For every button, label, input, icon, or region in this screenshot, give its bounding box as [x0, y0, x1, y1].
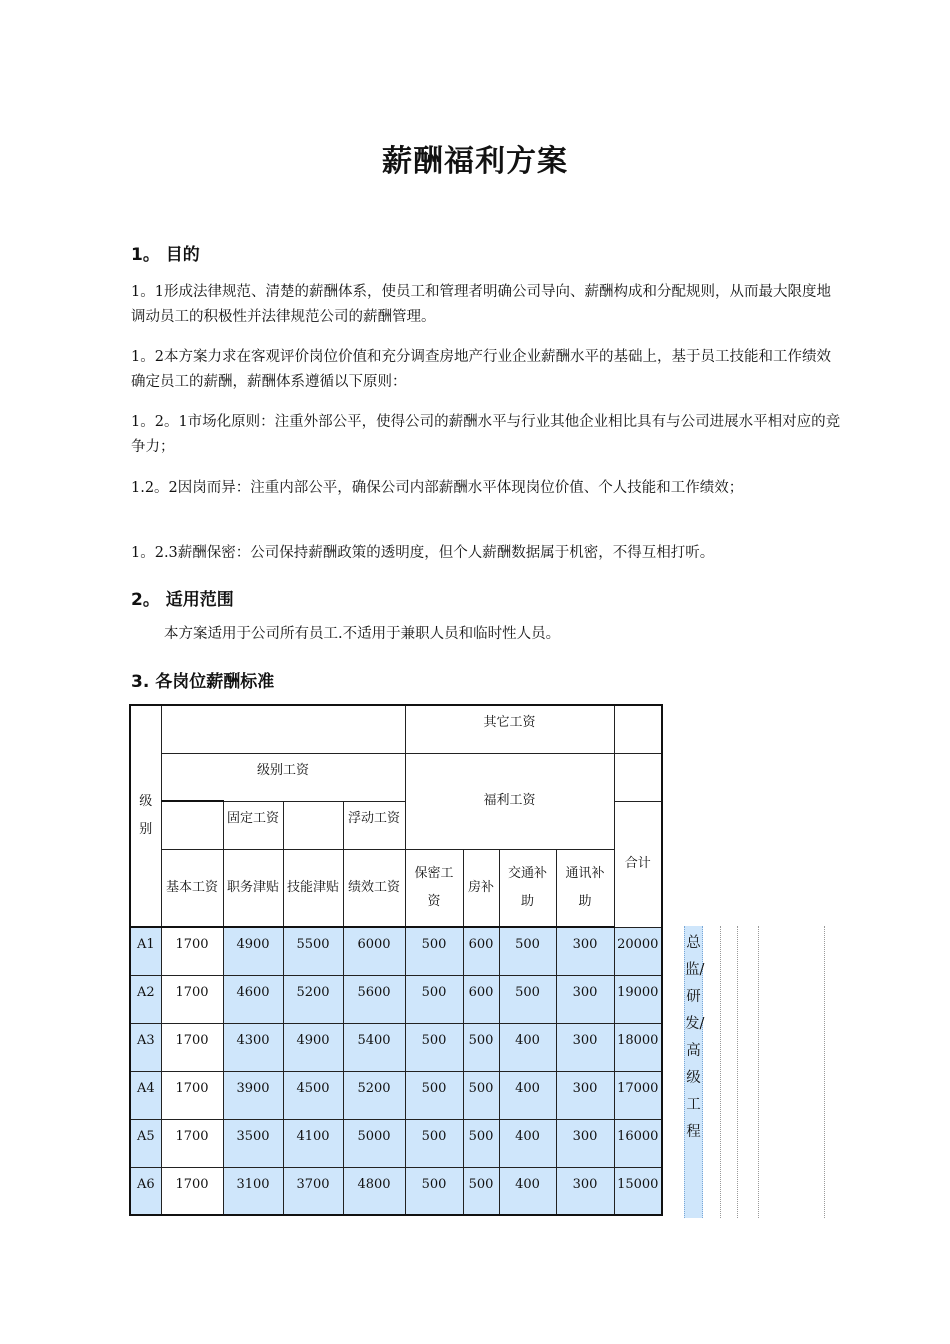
section-3-heading: 3. 各岗位薪酬标准 — [131, 672, 275, 692]
value-cell: 300 — [556, 1167, 614, 1215]
paragraph-1-2-2: 1.2。2因岗而异：注重内部公平，确保公司内部薪酬水平体现岗位价值、个人技能和工作绩效； — [131, 480, 744, 496]
value-cell: 500 — [405, 975, 463, 1023]
column-header: 职务津贴 — [223, 849, 283, 927]
value-cell: 400 — [499, 1071, 556, 1119]
value-cell: 500 — [499, 975, 556, 1023]
value-cell: 3100 — [223, 1167, 283, 1215]
column-header — [405, 849, 463, 927]
level-header — [130, 705, 161, 927]
level-cell: A4 — [130, 1071, 161, 1119]
level-cell: A2 — [130, 975, 161, 1023]
value-cell: 5400 — [343, 1023, 405, 1071]
column-header — [499, 849, 556, 927]
blank-header-cell — [614, 753, 662, 801]
other-wage-header: 其它工资 — [405, 705, 614, 753]
blank-header-cell — [161, 705, 405, 753]
blank-header-cell — [283, 801, 343, 849]
table-row — [130, 1023, 662, 1071]
column-header: 技能津贴 — [283, 849, 343, 927]
value-cell: 500 — [405, 1167, 463, 1215]
value-cell: 4800 — [343, 1167, 405, 1215]
dotted-gridline — [824, 926, 825, 1218]
value-cell: 4100 — [283, 1119, 343, 1167]
paragraph-2: 本方案适用于公司所有员工.不适用于兼职人员和临时性人员。 — [164, 626, 561, 642]
total-header: 合计 — [614, 801, 662, 927]
column-header: 绩效工资 — [343, 849, 405, 927]
blank-header-cell — [614, 705, 662, 753]
value-cell: 4300 — [223, 1023, 283, 1071]
salary-table — [129, 704, 663, 1216]
table-row — [130, 1167, 662, 1215]
value-cell: 300 — [556, 1023, 614, 1071]
value-cell: 1700 — [161, 1023, 223, 1071]
value-cell: 4600 — [223, 975, 283, 1023]
value-cell: 1700 — [161, 927, 223, 975]
value-cell: 5600 — [343, 975, 405, 1023]
total-cell: 20000 — [614, 927, 662, 975]
column-header-label: 交通补助 — [507, 865, 547, 909]
value-cell: 3700 — [283, 1167, 343, 1215]
value-cell: 600 — [463, 927, 499, 975]
dotted-gridline — [720, 926, 721, 1218]
value-cell: 3900 — [223, 1071, 283, 1119]
value-cell: 1700 — [161, 1167, 223, 1215]
column-header — [556, 849, 614, 927]
value-cell: 500 — [405, 1023, 463, 1071]
position-side-note: 总监/研发/高级工程 — [684, 926, 703, 1218]
paragraph-1-1: 1。1形成法律规范、清楚的薪酬体系，使员工和管理者明确公司导向、薪酬构成和分配规则，从而最大限度地调动员工的积极性并法律规范公司的薪酬管理。 — [131, 284, 831, 325]
value-cell: 1700 — [161, 1071, 223, 1119]
value-cell: 300 — [556, 927, 614, 975]
column-header: 房补 — [463, 849, 499, 927]
value-cell: 300 — [556, 1071, 614, 1119]
total-cell: 16000 — [614, 1119, 662, 1167]
value-cell: 500 — [463, 1167, 499, 1215]
value-cell: 4900 — [283, 1023, 343, 1071]
column-header: 基本工资 — [161, 849, 223, 927]
fixed-wage-header: 固定工资 — [223, 801, 283, 849]
value-cell: 400 — [499, 1167, 556, 1215]
welfare-wage-header: 福利工资 — [405, 753, 614, 849]
value-cell: 500 — [405, 1119, 463, 1167]
value-cell: 500 — [463, 1071, 499, 1119]
value-cell: 500 — [499, 927, 556, 975]
paragraph-1-2-3: 1。2.3薪酬保密：公司保持薪酬政策的透明度，但个人薪酬数据属于机密，不得互相打听。 — [131, 545, 715, 561]
level-cell: A6 — [130, 1167, 161, 1215]
section-1-heading: 1。 目的 — [131, 245, 200, 265]
total-cell: 18000 — [614, 1023, 662, 1071]
value-cell: 500 — [405, 1071, 463, 1119]
blank-header-cell — [161, 801, 223, 849]
value-cell: 5200 — [343, 1071, 405, 1119]
table-row — [130, 975, 662, 1023]
level-header-label: 级别 — [139, 794, 153, 837]
total-cell: 17000 — [614, 1071, 662, 1119]
value-cell: 600 — [463, 975, 499, 1023]
dotted-gridline — [737, 926, 738, 1218]
paragraph-1-2: 1。2本方案力求在客观评价岗位价值和充分调查房地产行业企业薪酬水平的基础上，基于员工技能和工作绩效确定员工的薪酬，薪酬体系遵循以下原则： — [131, 349, 831, 390]
section-2-heading: 2。 适用范围 — [131, 590, 234, 610]
value-cell: 6000 — [343, 927, 405, 975]
value-cell: 400 — [499, 1119, 556, 1167]
total-cell: 15000 — [614, 1167, 662, 1215]
level-cell: A5 — [130, 1119, 161, 1167]
value-cell: 500 — [463, 1119, 499, 1167]
table-row — [130, 927, 662, 975]
table-row — [130, 1119, 662, 1167]
value-cell: 1700 — [161, 1119, 223, 1167]
column-header-label: 通讯补助 — [565, 865, 605, 909]
value-cell: 3500 — [223, 1119, 283, 1167]
value-cell: 5500 — [283, 927, 343, 975]
level-cell: A1 — [130, 927, 161, 975]
value-cell: 300 — [556, 975, 614, 1023]
value-cell: 4900 — [223, 927, 283, 975]
document-title: 薪酬福利方案 — [382, 144, 568, 179]
level-cell: A3 — [130, 1023, 161, 1071]
value-cell: 5200 — [283, 975, 343, 1023]
value-cell: 400 — [499, 1023, 556, 1071]
column-header-label: 保密工资 — [414, 865, 454, 909]
total-cell: 19000 — [614, 975, 662, 1023]
floating-wage-header: 浮动工资 — [343, 801, 405, 849]
value-cell: 300 — [556, 1119, 614, 1167]
grade-wage-header: 级别工资 — [161, 753, 405, 801]
value-cell: 500 — [405, 927, 463, 975]
value-cell: 5000 — [343, 1119, 405, 1167]
value-cell: 4500 — [283, 1071, 343, 1119]
dotted-gridline — [758, 926, 759, 1218]
paragraph-1-2-1: 1。2。1市场化原则：注重外部公平，使得公司的薪酬水平与行业其他企业相比具有与公司进展水平相对应的竞争力； — [131, 414, 841, 455]
table-row — [130, 1071, 662, 1119]
value-cell: 500 — [463, 1023, 499, 1071]
value-cell: 1700 — [161, 975, 223, 1023]
